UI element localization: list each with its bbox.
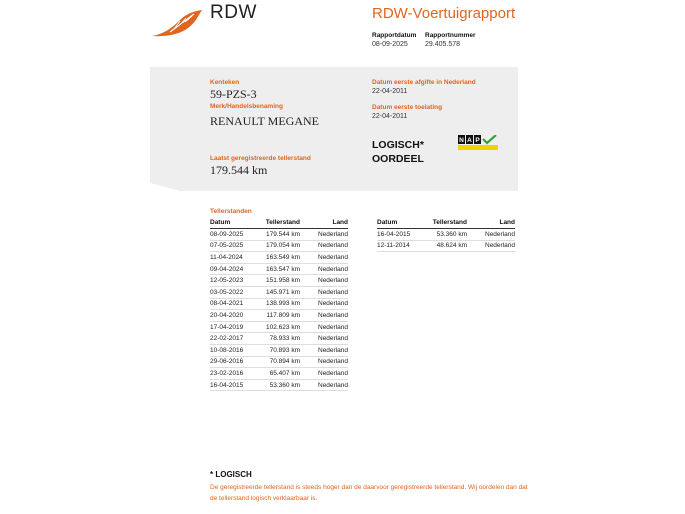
cell-km: 145.971 km xyxy=(260,286,300,298)
cell-date: 07-05-2025 xyxy=(210,240,260,252)
cell-km: 163.547 km xyxy=(260,263,300,275)
cell-date: 29-06-2016 xyxy=(210,356,260,368)
readings-table-left xyxy=(210,218,348,391)
plate-label: Kenteken xyxy=(210,79,240,86)
cell-country: Nederland xyxy=(467,240,515,252)
cell-km: 65.407 km xyxy=(260,368,300,380)
readings-table-right xyxy=(377,218,515,252)
cell-km: 163.549 km xyxy=(260,252,300,264)
cell-date: 12-05-2023 xyxy=(210,275,260,287)
cell-date: 16-04-2015 xyxy=(377,229,427,241)
header-country: Land xyxy=(300,218,348,229)
first-admission-value: 22-04-2011 xyxy=(372,113,408,120)
first-issue-label: Datum eerste afgifte in Nederland xyxy=(372,79,476,86)
cell-km: 179.054 km xyxy=(260,240,300,252)
cell-date: 10-08-2016 xyxy=(210,344,260,356)
footnote-title: * LOGISCH xyxy=(210,470,252,479)
header-km: Tellerstand xyxy=(427,218,467,229)
brand-value: RENAULT MEGANE xyxy=(210,114,320,128)
report-number-value: 29.405.578 xyxy=(425,41,461,48)
cell-country: Nederland xyxy=(467,229,515,241)
verdict-line-1: LOGISCH* xyxy=(372,139,424,151)
cell-km: 138.993 km xyxy=(260,298,300,310)
brand-title: RDW xyxy=(210,2,257,23)
cell-country: Nederland xyxy=(300,229,348,241)
cell-date: 22-02-2017 xyxy=(210,333,260,345)
cell-date: 23-02-2016 xyxy=(210,368,260,380)
cell-country: Nederland xyxy=(300,263,348,275)
header-km: Tellerstand xyxy=(260,218,300,229)
table-row xyxy=(210,286,348,298)
cell-country: Nederland xyxy=(300,286,348,298)
nap-logo xyxy=(458,135,498,151)
cell-country: Nederland xyxy=(300,275,348,287)
panel-corner-cut xyxy=(150,183,180,191)
rdw-logo xyxy=(150,8,206,40)
table-row xyxy=(210,229,348,241)
report-number-label: Rapportnummer xyxy=(425,32,476,39)
report-date-label: Rapportdatum xyxy=(372,32,417,39)
header-date: Datum xyxy=(377,218,427,229)
plate-value: 59-PZS-3 xyxy=(210,87,257,101)
cell-country: Nederland xyxy=(300,298,348,310)
verdict-line-2: OORDEEL xyxy=(372,153,424,165)
verdict xyxy=(372,138,424,166)
cell-country: Nederland xyxy=(300,240,348,252)
report-date-value: 08-09-2025 xyxy=(372,41,408,48)
header-date: Datum xyxy=(210,218,260,229)
cell-date: 12-11-2014 xyxy=(377,240,427,252)
cell-km: 117.809 km xyxy=(260,310,300,322)
nap-letter-p: P xyxy=(475,137,480,144)
cell-km: 102.623 km xyxy=(260,321,300,333)
cell-date: 08-09-2025 xyxy=(210,229,260,241)
cell-date: 17-04-2019 xyxy=(210,321,260,333)
nap-letter-a: A xyxy=(467,137,472,144)
report-title: RDW-Voertuigrapport xyxy=(372,5,516,22)
cell-country: Nederland xyxy=(300,379,348,391)
cell-country: Nederland xyxy=(300,368,348,380)
table-row xyxy=(210,263,348,275)
readings-section-label: Tellerstanden xyxy=(210,208,252,215)
cell-km: 70.894 km xyxy=(260,356,300,368)
table-row xyxy=(210,321,348,333)
cell-km: 53.360 km xyxy=(427,229,467,241)
cell-km: 151.958 km xyxy=(260,275,300,287)
cell-date: 20-04-2020 xyxy=(210,310,260,322)
table-row xyxy=(377,240,515,252)
cell-country: Nederland xyxy=(300,321,348,333)
cell-km: 70.893 km xyxy=(260,344,300,356)
cell-km: 53.360 km xyxy=(260,379,300,391)
odometer-label: Laatst geregistreerde tellerstand xyxy=(210,155,311,162)
cell-country: Nederland xyxy=(300,310,348,322)
table-row xyxy=(210,344,348,356)
table-row xyxy=(210,356,348,368)
table-row xyxy=(210,333,348,345)
table-row xyxy=(210,368,348,380)
footnote-text: De geregistreerde tellerstand is steeds hoger dan de daarvoor geregistreerde tellerstand. Wij oordelen dan dat de tellerstand logisch verklaarbaar is. xyxy=(210,484,528,502)
table-row xyxy=(210,298,348,310)
header-country: Land xyxy=(467,218,515,229)
cell-country: Nederland xyxy=(300,333,348,345)
cell-date: 16-04-2015 xyxy=(210,379,260,391)
cell-date: 11-04-2024 xyxy=(210,252,260,264)
cell-km: 78.933 km xyxy=(260,333,300,345)
first-admission-label: Datum eerste toelating xyxy=(372,104,443,111)
table-row xyxy=(210,252,348,264)
brand-label: Merk/Handelsbenaming xyxy=(210,103,283,110)
table-row xyxy=(210,240,348,252)
table-row xyxy=(210,310,348,322)
table-row xyxy=(210,379,348,391)
first-issue-value: 22-04-2011 xyxy=(372,88,408,95)
table-row xyxy=(377,229,515,241)
cell-date: 08-04-2021 xyxy=(210,298,260,310)
table-header-row xyxy=(210,218,348,229)
cell-km: 179.544 km xyxy=(260,229,300,241)
nap-letter-n: N xyxy=(459,137,464,144)
table-row xyxy=(210,275,348,287)
cell-date: 03-05-2022 xyxy=(210,286,260,298)
cell-date: 09-04-2024 xyxy=(210,263,260,275)
table-header-row xyxy=(377,218,515,229)
cell-country: Nederland xyxy=(300,344,348,356)
cell-country: Nederland xyxy=(300,356,348,368)
cell-km: 48.624 km xyxy=(427,240,467,252)
odometer-value: 179.544 km xyxy=(210,163,268,177)
cell-country: Nederland xyxy=(300,252,348,264)
